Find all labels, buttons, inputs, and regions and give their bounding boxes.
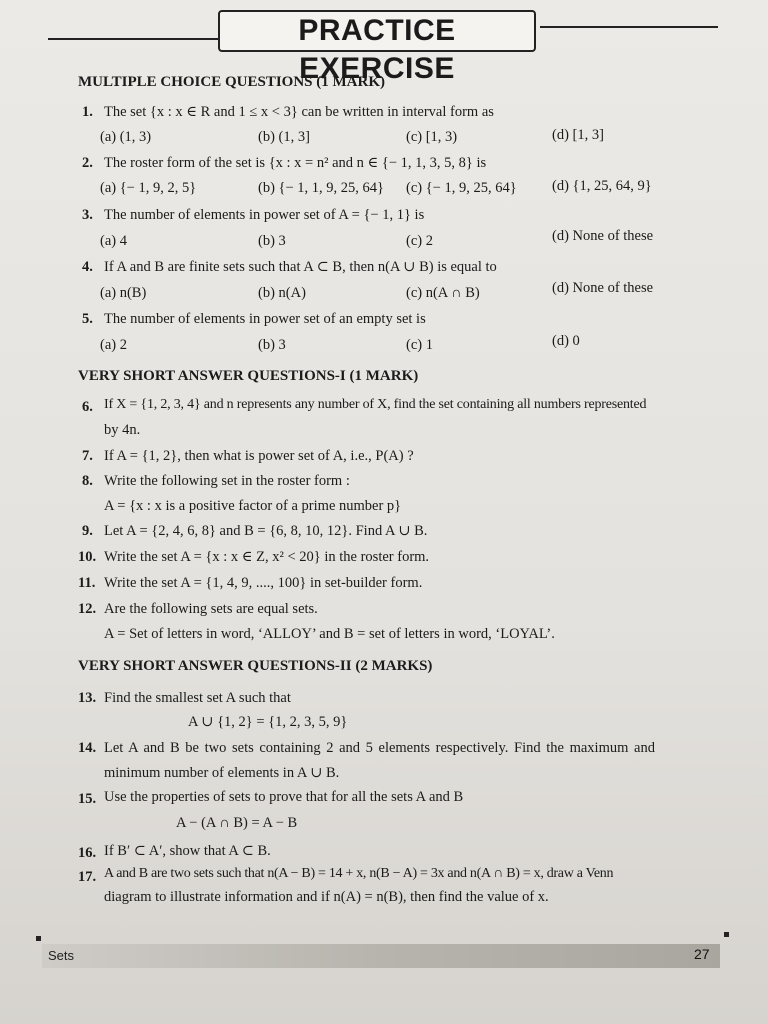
question-number: 4. xyxy=(82,259,93,275)
question-text: A and B are two sets such that n(A − B) = 14 + x, n(B − A) = 3x and n(A ∩ B) = x, draw a Venn xyxy=(104,866,614,881)
question-text: Are the following sets are equal sets. xyxy=(104,601,318,617)
title-rule-right xyxy=(540,26,718,28)
question-number: 3. xyxy=(82,207,93,223)
option-c: (c) [1, 3) xyxy=(406,129,458,145)
question-number: 8. xyxy=(82,473,93,489)
question-text: Use the properties of sets to prove that for all the sets A and B xyxy=(104,789,464,805)
question-text: If X = {1, 2, 3, 4} and n represents any number of X, find the set containing all numbers represented xyxy=(104,397,647,412)
question-number: 6. xyxy=(82,399,93,415)
option-a: (a) 4 xyxy=(100,233,127,249)
question-text-cont: by 4n. xyxy=(104,422,141,438)
option-c: (c) {− 1, 9, 25, 64} xyxy=(406,180,517,196)
question-text: Write the set A = {1, 4, 9, ...., 100} in set-builder form. xyxy=(104,575,423,591)
option-a: (a) (1, 3) xyxy=(100,129,152,145)
option-b: (b) (1, 3] xyxy=(258,129,310,145)
page-title: PRACTICE EXERCISE xyxy=(218,10,536,52)
option-b: (b) 3 xyxy=(258,233,286,249)
question-text: Let A = {2, 4, 6, 8} and B = {6, 8, 10, 12}. Find A ∪ B. xyxy=(104,523,428,539)
option-d: (d) None of these xyxy=(552,228,654,244)
question-text-cont: minimum number of elements in A ∪ B. xyxy=(104,765,340,781)
option-a: (a) n(B) xyxy=(100,285,147,301)
section-heading-vsa2: VERY SHORT ANSWER QUESTIONS-II (2 MARKS) xyxy=(78,658,433,674)
question-text: Write the set A = {x : x ∈ Z, x² < 20} in the roster form. xyxy=(104,549,430,565)
question-text-cont: A = {x : x is a positive factor of a prime number p} xyxy=(104,498,402,514)
chapter-label: Sets xyxy=(48,948,75,963)
question-text: The set {x : x ∈ R and 1 ≤ x < 3} can be written in interval form as xyxy=(104,104,494,120)
option-d: (d) [1, 3] xyxy=(552,127,604,143)
question-number: 10. xyxy=(78,549,97,565)
option-b: (b) 3 xyxy=(258,337,286,353)
option-a: (a) {− 1, 9, 2, 5} xyxy=(100,180,197,196)
question-number: 16. xyxy=(78,845,97,861)
option-c: (c) 2 xyxy=(406,233,433,249)
question-number: 1. xyxy=(82,104,93,120)
question-number: 7. xyxy=(82,448,93,464)
option-d: (d) 0 xyxy=(552,333,580,349)
question-text-cont: A ∪ {1, 2} = {1, 2, 3, 5, 9} xyxy=(188,714,348,730)
section-heading-vsa1: VERY SHORT ANSWER QUESTIONS-I (1 MARK) xyxy=(78,368,419,384)
title-rule-left xyxy=(48,38,220,40)
option-b: (b) {− 1, 1, 9, 25, 64} xyxy=(258,180,385,196)
question-text: The number of elements in power set of an empty set is xyxy=(104,311,426,327)
question-text: The roster form of the set is {x : x = n² and n ∈ {− 1, 1, 3, 5, 8} is xyxy=(104,155,487,171)
question-number: 9. xyxy=(82,523,93,539)
option-c: (c) 1 xyxy=(406,337,433,353)
question-text: If B′ ⊂ A′, show that A ⊂ B. xyxy=(104,843,271,859)
question-number: 13. xyxy=(78,690,97,706)
question-number: 17. xyxy=(78,869,97,885)
option-a: (a) 2 xyxy=(100,337,127,353)
question-number: 11. xyxy=(78,575,96,591)
question-text: Write the following set in the roster form : xyxy=(104,473,350,489)
question-text-cont: A = Set of letters in word, ‘ALLOY’ and B = set of letters in word, ‘LOYAL’. xyxy=(104,626,555,642)
section-heading-mcq: MULTIPLE CHOICE QUESTIONS (1 MARK) xyxy=(78,74,385,90)
question-number: 12. xyxy=(78,601,97,617)
option-b: (b) n(A) xyxy=(258,285,306,301)
question-text-cont: A − (A ∩ B) = A − B xyxy=(176,815,298,831)
corner-mark xyxy=(36,936,41,941)
question-text: The number of elements in power set of A = {− 1, 1} is xyxy=(104,207,425,223)
option-d: (d) {1, 25, 64, 9} xyxy=(552,178,652,194)
question-text-cont: diagram to illustrate information and if n(A) = n(B), then find the value of x. xyxy=(104,889,549,905)
question-text: Find the smallest set A such that xyxy=(104,690,291,706)
question-number: 15. xyxy=(78,791,97,807)
footer-bar xyxy=(42,944,720,968)
question-text: If A and B are finite sets such that A ⊂ B, then n(A ∪ B) is equal to xyxy=(104,259,497,275)
question-number: 14. xyxy=(78,740,97,756)
question-number: 2. xyxy=(82,155,93,171)
question-text: Let A and B be two sets containing 2 and 5 elements respectively. Find the maximum and xyxy=(104,740,655,756)
corner-mark xyxy=(724,932,729,937)
question-text: If A = {1, 2}, then what is power set of A, i.e., P(A) ? xyxy=(104,448,414,464)
option-c: (c) n(A ∩ B) xyxy=(406,285,480,301)
question-number: 5. xyxy=(82,311,93,327)
option-d: (d) None of these xyxy=(552,280,654,296)
page-number: 27 xyxy=(694,946,710,962)
